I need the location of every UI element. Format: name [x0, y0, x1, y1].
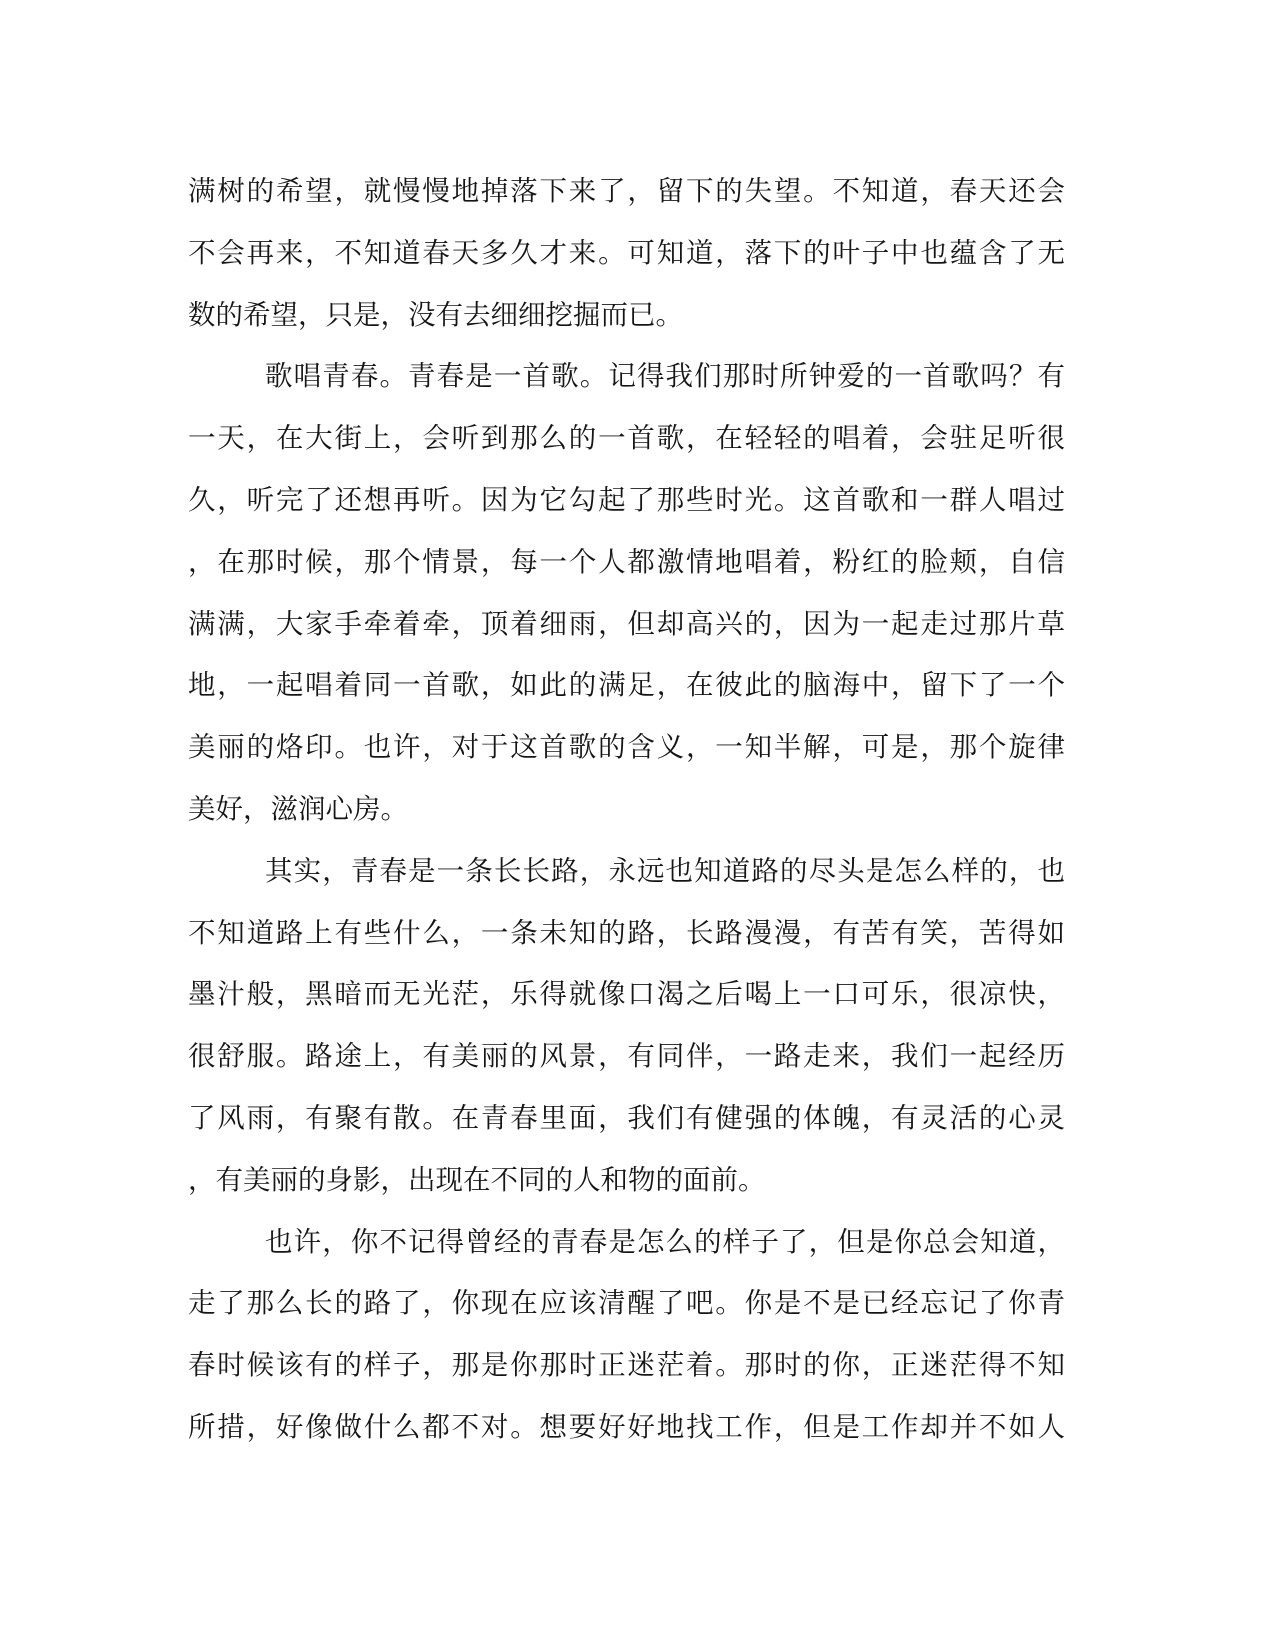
- text-line: 很舒服。路途上，有美丽的风景，有同伴，一路走来，我们一起经历: [188, 1040, 1065, 1072]
- text-line: ，在那时候，那个情景，每一个人都激情地唱着，粉红的脸颊，自信: [188, 545, 1065, 577]
- text-line: 美好，滋润心房。: [188, 792, 408, 824]
- text-line: 春时候该有的样子，那是你那时正迷茫着。那时的你，正迷茫得不知: [188, 1349, 1065, 1381]
- text-line: 也许，你不记得曾经的青春是怎么的样子了，但是你总会知道，: [265, 1225, 1065, 1257]
- text-line: 一天，在大街上，会听到那么的一首歌，在轻轻的唱着，会驻足听很: [188, 422, 1065, 454]
- text-line: ，有美丽的身影，出现在不同的人和物的面前。: [188, 1163, 766, 1195]
- text-line: 数的希望，只是，没有去细细挖掘而已。: [188, 298, 683, 330]
- text-line: 所措，好像做什么都不对。想要好好地找工作，但是工作却并不如人: [188, 1410, 1065, 1442]
- text-line: 美丽的烙印。也许，对于这首歌的含义，一知半解，可是，那个旋律: [188, 731, 1065, 763]
- document-text-body: [188, 160, 1065, 1458]
- text-line: 歌唱青春。青春是一首歌。记得我们那时所钟爱的一首歌吗？有: [265, 360, 1065, 392]
- text-line: 墨汁般，黑暗而无光茫，乐得就像口渴之后喝上一口可乐，很凉快，: [188, 978, 1065, 1010]
- text-line: 了风雨，有聚有散。在青春里面，我们有健强的体魄，有灵活的心灵: [188, 1101, 1065, 1133]
- text-line: 不会再来，不知道春天多久才来。可知道，落下的叶子中也蕴含了无: [188, 236, 1065, 268]
- text-line: 不知道路上有些什么，一条未知的路，长路漫漫，有苦有笑，苦得如: [188, 916, 1065, 948]
- text-line: 地，一起唱着同一首歌，如此的满足，在彼此的脑海中，留下了一个: [188, 669, 1065, 701]
- text-line: 满树的希望，就慢慢地掉落下来了，留下的失望。不知道，春天还会: [188, 175, 1065, 206]
- text-line: 满满，大家手牵着牵，顶着细雨，但却高兴的，因为一起走过那片草: [188, 607, 1065, 639]
- text-line: 久，听完了还想再听。因为它勾起了那些时光。这首歌和一群人唱过: [188, 483, 1065, 515]
- text-line: 其实，青春是一条长长路，永远也知道路的尽头是怎么样的，也: [265, 854, 1065, 886]
- text-line: 走了那么长的路了，你现在应该清醒了吧。你是不是已经忘记了你青: [188, 1287, 1065, 1319]
